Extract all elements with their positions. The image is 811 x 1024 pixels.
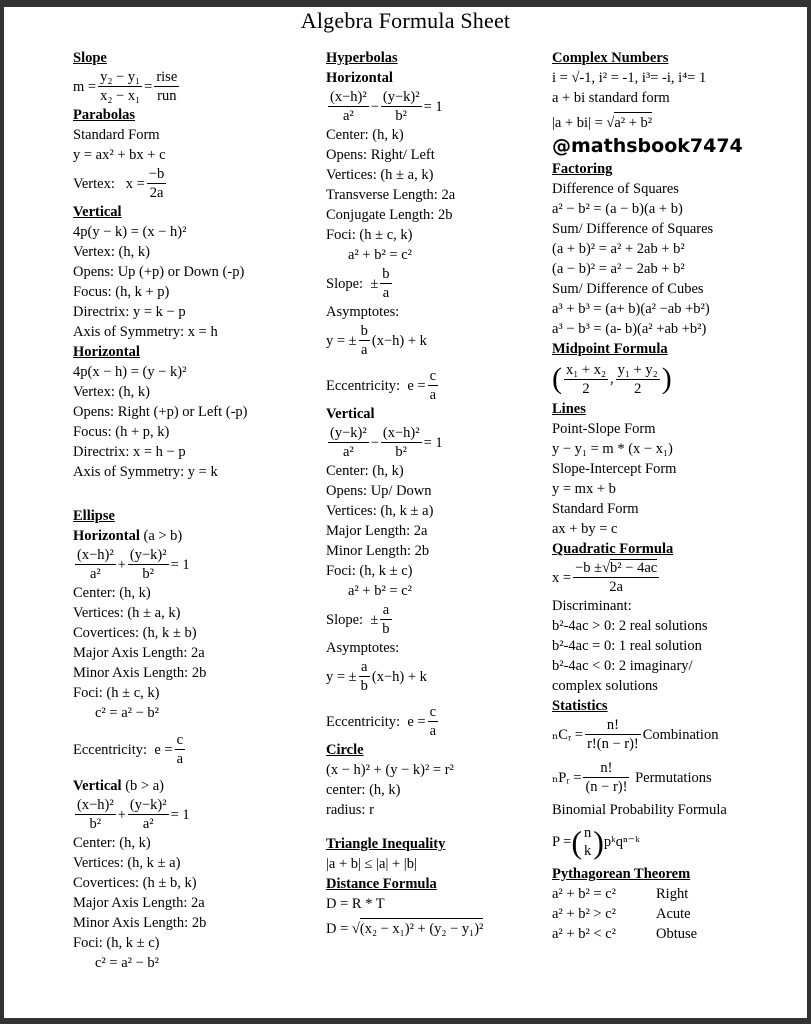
author-handle: @mathsbook7474 <box>552 135 743 157</box>
hyperbola-vertical-slope: Slope: ± $\frac{a}{b}$ <box>326 602 390 637</box>
quadratic-formula-heading: Quadratic Formula <box>552 541 674 557</box>
hyperbola-horizontal-equation: $\frac{\text{(x−h)²}}{\text{a²}}$ − $\frac{\text{(y−k)²}}{\text{b²}}$ = 1 <box>330 89 443 124</box>
pythagorean-heading: Pythagorean Theorem <box>552 866 691 882</box>
binomial-formula: P = ( n k ) pᵏqⁿ⁻ᵏ <box>552 824 640 860</box>
parabola-vertex: Vertex: x = $\frac{-b}{2a}$ <box>73 166 165 201</box>
pythagorean-right: a² + b² = c² Right <box>552 886 689 902</box>
column-middle: Hyperbolas Horizontal $\frac{\text{(x−h)²}}{\text{a²}}$ − $\frac{\text{(y−k)²}}{\text{b²}}$ = 1 Center: (h, k) Opens: Right/ Left Vertices: (h ± a, k) Transverse Length: 2a Conjugate Length: 2b Foci: (h ± c, k) a² + b² = c² Slope: ± $\frac{b}{a}$ Asymptotes: y = ± $\frac{b}{a}$ (x−h) + k Eccentricity: e = $\frac{c}{a}$ Vertical $\frac{\text{(y−k)²}}{\text{a²}}$ − $\frac{\text{(x−h)²}}{\text{b²}}$ = 1 Center: (h, k) Opens: Up/ Down Vertices: (h, k ± a) Major Length: 2a Minor Length: 2b Foci: (h, k ± c) a² + b² = c² Slope: ± $\frac{a}{b}$ Asymptotes: y = ± $\frac{a}{b}$ (x−h) + k Eccentricity: e = $\frac{c}{a}$ Circle (x − h)² + (y − k)² = r² center: (h, k) radius: r Triangle Inequality |a + b| ≤ |a| + |b| Distance Formula D = R * T D = √ (x₂ − x₁)² + (y₂ − y₁)² <box>326 48 546 939</box>
right-border <box>807 0 811 1024</box>
page-title: Algebra Formula Sheet <box>300 8 511 33</box>
rise-run-fraction: $\frac{\text{rise}}{\text{run}}$ <box>156 69 178 104</box>
complex-numbers-heading: Complex Numbers <box>552 50 669 66</box>
complex-modulus: |a + bi| = √ a² + b² <box>552 112 797 133</box>
hyperbola-horizontal-asymptotes: y = ± $\frac{b}{a}$ (x−h) + k <box>326 323 427 358</box>
lines-heading: Lines <box>552 401 586 417</box>
radical-icon: √ <box>606 114 615 131</box>
distance-formula-heading: Distance Formula <box>326 876 437 892</box>
ellipse-horizontal-equation: $\frac{\text{(x−h)²}}{\text{a²}}$ + $\frac{\text{(y−k)²}}{\text{b²}}$ = 1 <box>77 547 190 582</box>
circle-heading: Circle <box>326 742 364 758</box>
midpoint-heading: Midpoint Formula <box>552 341 668 357</box>
combination-formula: ₙCᵣ = $\frac{n!}{r!(n - r)!}$ Combination <box>552 717 719 752</box>
pythagorean-acute: a² + b² > c² Acute <box>552 906 691 922</box>
ellipse-vertical-equation: $\frac{\text{(x−h)²}}{\text{b²}}$ + $\frac{\text{(y−k)²}}{\text{a²}}$ = 1 <box>77 797 190 832</box>
parabolas-heading: Parabolas <box>73 107 136 123</box>
permutation-formula: ₙPᵣ = $\frac{n!}{(n - r)!}$ Permutations <box>552 760 712 795</box>
distance-formula: D = √ (x₂ − x₁)² + (y₂ − y₁)² <box>326 918 546 939</box>
slope-heading: Slope <box>73 50 107 66</box>
column-right: Complex Numbers i = √-1, i² = -1, i³= -i, i⁴= 1 a + bi standard form |a + bi| = √ a² + b² @mathsbook7474 Factoring Difference of Squares a² − b² = (a − b)(a + b) Sum/ Difference of Squares (a + b)² = a² + 2ab + b² (a − b)² = a² − 2ab + b² Sum/ Difference of Cubes a³ + b³ = (a+ b)(a² −ab +b²) a³ − b³ = (a- b)(a² +ab +b²) Midpoint Formula ( $\frac{\text{x₁ + x₂}}{2}$ , $\frac{\text{y₁ + y₂}}{2}$ ) Lines Point-Slope Form y − y₁ = m * (x − x₁) Slope-Intercept Form y = mx + b Standard Form ax + by = c Quadratic Formula x = $\frac{\text{−b ±√b² − 4ac}}{2a}$ Discriminant: b²-4ac > 0: 2 real solutions b²-4ac = 0: 1 real solution b²-4ac < 0: 2 imaginary/ complex solutions Statistics ₙCᵣ = $\frac{n!}{r!(n - r)!}$ Combination ₙPᵣ = $\frac{n!}{(n - r)!}$ Permutations Binomial Probability Formula P = ( n k ) pᵏqⁿ⁻ᵏ Pythagorean Theorem a² + b² = c² Right a² + b² > c² Acute a² + b² < c² Obtuse <box>552 48 797 944</box>
pythagorean-obtuse: a² + b² < c² Obtuse <box>552 926 698 942</box>
radical-icon: √ <box>351 920 360 937</box>
ellipse-eccentricity: Eccentricity: e = $\frac{c}{a}$ <box>73 732 184 767</box>
hyperbola-vertical-asymptotes: y = ± $\frac{a}{b}$ (x−h) + k <box>326 659 427 694</box>
slope-formula: m = $\frac{\text{y₂ − y₁}}{\text{x₂ − x₁}}$ = $\frac{\text{rise}}{\text{run}}$ <box>73 69 178 104</box>
hyperbola-vertical-eccentricity: Eccentricity: e = $\frac{c}{a}$ <box>326 704 437 739</box>
hyperbolas-heading: Hyperbolas <box>326 50 398 66</box>
horizontal-parabola-heading: Horizontal <box>73 344 140 360</box>
hyperbola-horizontal-eccentricity: Eccentricity: e = $\frac{c}{a}$ <box>326 368 437 403</box>
midpoint-formula: ( $\frac{\text{x₁ + x₂}}{2}$ , $\frac{\text{y₁ + y₂}}{2}$ ) <box>552 361 672 397</box>
radical-icon: √ <box>602 560 611 576</box>
statistics-heading: Statistics <box>552 698 608 714</box>
top-border <box>0 0 811 7</box>
hyperbola-vertical-equation: $\frac{\text{(y−k)²}}{\text{a²}}$ − $\frac{\text{(x−h)²}}{\text{b²}}$ = 1 <box>330 425 443 460</box>
bottom-border <box>0 1018 811 1024</box>
slope-fraction: $\frac{\text{y₂ − y₁}}{\text{x₂ − x₁}}$ <box>100 69 141 104</box>
left-border <box>0 0 4 1024</box>
triangle-inequality-heading: Triangle Inequality <box>326 836 446 852</box>
column-left: Slope m = $\frac{\text{y₂ − y₁}}{\text{x₂ − x₁}}$ = $\frac{\text{rise}}{\text{run}}$ Parabolas Standard Form y = ax² + bx + c Vertex: x = $\frac{-b}{2a}$ Vertical 4p(y − k) = (x − h)² Vertex: (h, k) Opens: Up (+p) or Down (-p) Focus: (h, k + p) Directrix: y = k − p Axis of Symmetry: x = h Horizontal 4p(x − h) = (y − k)² Vertex: (h, k) Opens: Right (+p) or Left (-p) Focus: (h + p, k) Directrix: x = h − p Axis of Symmetry: y = k Ellipse Horizontal (a > b) $\frac{\text{(x−h)²}}{\text{a²}}$ + $\frac{\text{(y−k)²}}{\text{b²}}$ = 1 Center: (h, k) Vertices: (h ± a, k) Covertices: (h, k ± b) Major Axis Length: 2a Minor Axis Length: 2b Foci: (h ± c, k) c² = a² − b² Eccentricity: e = $\frac{c}{a}$ Vertical (b > a) $\frac{\text{(x−h)²}}{\text{b²}}$ + $\frac{\text{(y−k)²}}{\text{a²}}$ = 1 Center: (h, k) Vertices: (h, k ± a) Covertices: (h ± b, k) Major Axis Length: 2a Minor Axis Length: 2b Foci: (h, k ± c) c² = a² − b² <box>73 48 303 973</box>
quadratic-formula: x = $\frac{\text{−b ±√b² − 4ac}}{2a}$ <box>552 560 658 595</box>
ellipse-heading: Ellipse <box>73 508 115 524</box>
factoring-heading: Factoring <box>552 161 613 177</box>
vertical-parabola-heading: Vertical <box>73 204 122 220</box>
hyperbola-horizontal-slope: Slope: ± $\frac{b}{a}$ <box>326 266 390 301</box>
